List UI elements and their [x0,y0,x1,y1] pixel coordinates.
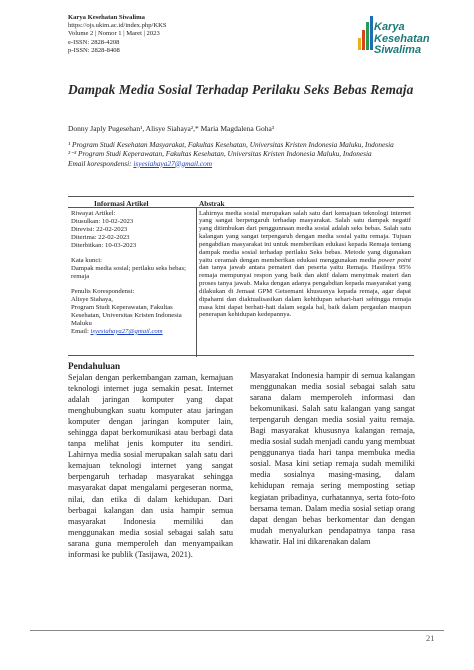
journal-header [68,14,167,55]
keywords-label: Kata kunci: [71,257,103,265]
keywords: Dampak media sosial; perilaku seks bebas; remaja [71,264,186,280]
abstract-part-2: dan tanya jawab antara pemateri dan peserta yaitu Remaja. Hasilnya 95% remaja mempunyai respon yang baik dan aktif dalam menyimak materi dan proses tanya jawab. Maka dengan adanya pengabdian kepada masyarakat yang dilakukan di Jemaat GPM Getsemani khususnya kepada remaja, agar dapat dipahami dan diaktualisasikan dalam kehidupan sehari-hari sehingga remaja masa kini dapat berhati-hati dalam segala hal, baik dalam pergaulan maupun penerapan kehidupan kedepannya. [199,264,411,319]
affiliation-2: ²⁻³ Program Studi Keperawatan, Fakultas Kesehatan, Universitas Kristen Indonesia Maluku, Indonesia [68,149,372,159]
accepted-date: Diterima: 22-02-2023 [71,233,130,241]
corresponding-email-line [71,328,195,336]
corr-email-link[interactable]: isyesiahaya27@gmail.com [90,327,163,335]
logo-bars-icon [358,16,374,56]
footer-divider [30,630,444,631]
intro-paragraph-left: Sejalan dengan perkembangan zaman, kemajuan teknologi internet juga semakin pesat. Internet adalah jaringan komputer yang dapat menghubungkan suatu komputer atau jaringan komputer dengan jaringan komputer lain, sehingga dapat berkomunikasi atau berbagi data tanpa melihat jenis komputer itu sendiri. Lahirnya media sosial merupakan salah satu dari kemajuan teknologi internet yang sangat berpengaruh terhadap masyarakat sehingga masyarakat dapat mengalami pergeseran norma, nilai, dan etika di dalam kehidupan. Dari berbagai kalangan dan usia hampir semua masyarakat Indonesia memiliki dan menggunakan media sosial sebagai salah satu sarana guna memperoleh dan menyampaikan informasi ke publik (Tasijawa, 2021). [68,373,233,559]
corresponding-author-program: Program Studi Keperawatan, Fakultas Kesehatan, Universitas Kristen Indonesia Maluku [71,304,182,327]
logo-line-3: Siwalima [374,44,422,56]
email-label: Email korespondensi: [68,158,134,168]
article-info-column [71,210,195,336]
corr-email-label: Email: [71,327,91,335]
article-info-heading: Informasi Artikel [94,198,149,208]
journal-name: Karya Kesehatan Siwalima [68,14,145,21]
corresponding-author-label: Penulis Korespondensi: [71,288,135,296]
journal-pissn: p-ISSN: 2828-8408 [68,46,120,54]
journal-issue: Volume 2 | Nomor 1 | Maret | 2023 [68,30,160,38]
affiliations [68,140,418,168]
page-number: 21 [426,633,435,643]
correspondence-email-link[interactable]: isyesiahaya27@gmail.com [133,158,213,168]
abstract-part-1: Lahirnya media sosial merupakan salah satu dari kemajuan teknologi internet yang sangat berpengaruh terhadap masyarakat. Salah satu dampak negatif yang ditimbukan dari penggunnaan media sosial adalah seks bebas. Salah satu kalangan yang sangat terpengaruh dengan media sosial yaitu remaja. Tujuan pengabdian masyarakat ini untuk memberikan edukasi kepada Remaja tentang dampak media sosial terhadap perilaku Seks bebas. Metode yang digunakan yaitu ceramah dengan memberikan edukasi menggunakan media [199,209,411,264]
abstract-text [199,210,411,320]
abstract-italic-term: power point [378,256,411,264]
intro-paragraph-right: Masyarakat Indonesia hampir di semua kalangan menggunakan media sosial sebagai salah satu sarana dalam memperoleh informasi dan bekomunikasi. Salah satu kalangan yang sangat terpengaruh dengan media sosial yaitu remaja. Bagi masyarakat khususnya kalangan remaja, media sosial sudah menjadi candu yang membuat penggunanya tiada hari tanpa membuka media sosial. Masa kini setiap remaja sudah memiliki media sosialnya masing-masing, dalam kehidupan remaja sering memposting setiap kegiatan pribadinya, curhatannya, serta foto-foto bersama teman. Dalam media sosial setiap orang dapat dengan bebas berkomentar dan dengan mudah menyalurkan pendapatnya tanpa rasa khawatir. Hal ini dikarenakan dalam [250,371,415,546]
info-table-header [68,197,414,208]
affiliation-1: ¹ Program Studi Kesehatan Masyarakat, Fakultas Kesehatan, Universitas Kristen Indonesia Maluku, Indonesia [68,140,394,149]
body-column-left [68,361,233,560]
received-date: Diusulkan: 10-02-2023 [71,217,134,225]
journal-url[interactable]: https://ojs.ukim.ac.id/index.php/KKS [68,22,167,30]
published-date: Diterbitkan: 10-03-2023 [71,241,137,249]
correspondence-email-line [68,159,418,168]
section-heading: Pendahuluan [68,361,121,371]
logo-line-1: Karya [374,21,405,33]
author-list: Donny Japly Pugesehan¹, Alisye Siahaya²,* Maria Magdalena Goha³ [68,124,275,133]
logo-line-2: Kesehatan [374,32,430,45]
journal-logo [358,12,438,60]
revised-date: Direvisi: 22-02-2023 [71,225,128,233]
journal-eissn: e-ISSN: 2828-4208 [68,38,120,46]
logo-text [374,22,430,57]
history-label: Riwayat Artikel: [71,210,116,217]
body-column-right [250,370,415,547]
abstract-heading: Abstrak [199,198,225,208]
corresponding-author-name: Alisye Siahaya, [71,296,113,304]
table-divider [196,208,197,357]
article-info-table [68,196,414,356]
article-title: Dampak Media Sosial Terhadap Perilaku Seks Bebas Remaja [68,82,414,97]
